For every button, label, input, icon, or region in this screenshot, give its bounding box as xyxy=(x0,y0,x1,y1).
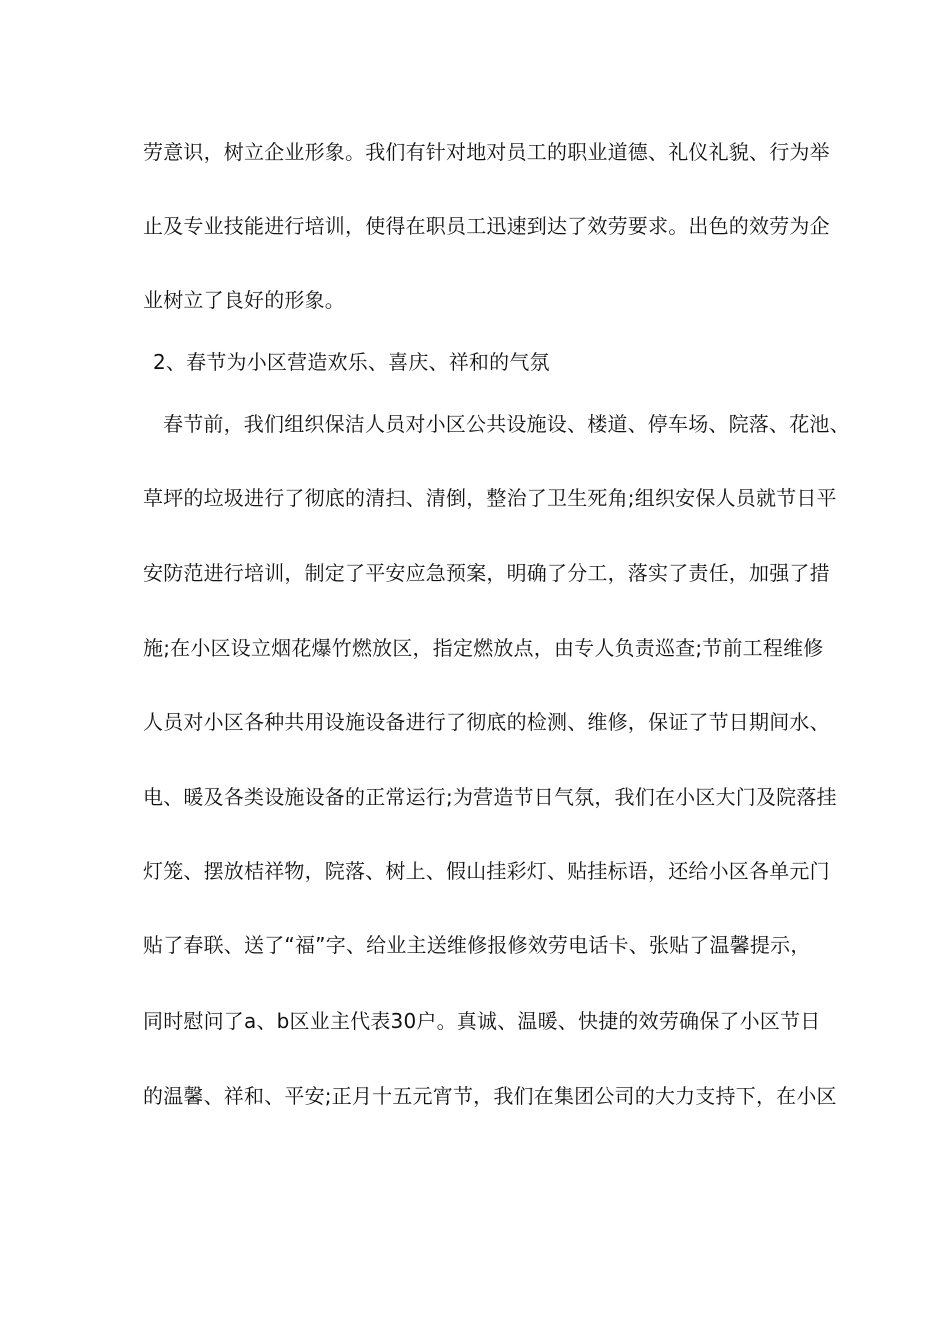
paragraph-1-line-2: 止及专业技能进行培训，使得在职员工迅速到达了效劳要求。出色的效劳为企 xyxy=(143,214,830,238)
paragraph-2-line-8: 贴了春联、送了“福”字、给业主送维修报修效劳电话卡、张贴了温馨提示， xyxy=(143,933,811,957)
paragraph-2-line-9: 同时慰问了a、b区业主代表30户。真诚、温暖、快捷的效劳确保了小区节日 xyxy=(143,1009,821,1033)
section-heading: 2、春节为小区营造欢乐、喜庆、祥和的气氛 xyxy=(153,350,550,374)
paragraph-2-line-1: 春节前，我们组织保洁人员对小区公共设施设、楼道、停车场、院落、花池、 xyxy=(163,412,850,436)
paragraph-2-line-2: 草坪的垃圾进行了彻底的清扫、清倒，整治了卫生死角;组织安保人员就节日平 xyxy=(143,486,837,510)
paragraph-2-line-3: 安防范进行培训，制定了平安应急预案，明确了分工，落实了责任，加强了措 xyxy=(143,561,830,585)
paragraph-2-line-7: 灯笼、摆放桔祥物，院落、树上、假山挂彩灯、贴挂标语，还给小区各单元门 xyxy=(143,859,830,883)
paragraph-2-line-5: 人员对小区各种共用设施设备进行了彻底的检测、维修，保证了节日期间水、 xyxy=(143,710,830,734)
paragraph-2-line-10: 的温馨、祥和、平安;正月十五元宵节，我们在集团公司的大力支持下，在小区 xyxy=(143,1084,837,1108)
paragraph-2-line-6: 电、暖及各类设施设备的正常运行;为营造节日气氛，我们在小区大门及院落挂 xyxy=(143,785,837,809)
paragraph-1-line-3: 业树立了良好的形象。 xyxy=(143,288,345,312)
paragraph-2-line-4: 施;在小区设立烟花爆竹燃放区，指定燃放点，由专人负责巡查;节前工程维修 xyxy=(143,636,824,660)
paragraph-1-line-1: 劳意识，树立企业形象。我们有针对地对员工的职业道德、礼仪礼貌、行为举 xyxy=(143,140,830,164)
